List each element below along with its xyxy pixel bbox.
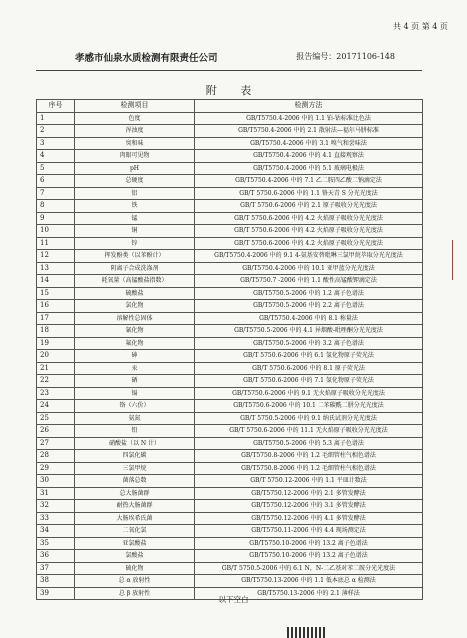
test-item: 挥发酚类（以苯酚计） <box>75 250 195 263</box>
row-number: 9 <box>37 212 75 225</box>
row-number: 2 <box>37 125 75 138</box>
row-number: 11 <box>37 237 75 250</box>
table-row <box>37 575 423 588</box>
report-header <box>75 50 395 64</box>
test-method: GB/T5750.4-2006 中的 3.1 嗅气和尝味法 <box>195 137 423 150</box>
row-number: 26 <box>37 425 75 438</box>
row-number: 28 <box>37 450 75 463</box>
test-method: GB/T 5750.6-2006 中的 1.1 铬天青 S 分光光度法 <box>195 187 423 200</box>
header-item: 检测项目 <box>75 100 195 113</box>
row-number: 10 <box>37 225 75 238</box>
test-item: 铝 <box>75 187 195 200</box>
test-method: GB/T5750.4-2006 中的 8.1 称量法 <box>195 312 423 325</box>
test-method: GB/T5750.4-2006 中的 7.1 乙二胺四乙酸二钠滴定法 <box>195 175 423 188</box>
test-method: GB/T5750.7 -2006 中的 1.1 酸性高锰酸钾滴定法 <box>195 275 423 288</box>
test-method: GB/T5750.6-2006 中的 9.1 无火焰原子吸收分光光度法 <box>195 387 423 400</box>
table-row <box>37 562 423 575</box>
table-row <box>37 262 423 275</box>
table-row <box>37 450 423 463</box>
table-row <box>37 250 423 263</box>
row-number: 20 <box>37 350 75 363</box>
table-row <box>37 275 423 288</box>
test-method: GB/T5750.5-2006 中的 5.3 离子色谱法 <box>195 437 423 450</box>
test-item: 砷 <box>75 350 195 363</box>
test-method: GB/T5750.12-2006 中的 3.1 多管发酵法 <box>195 500 423 513</box>
test-item: 铁 <box>75 200 195 213</box>
test-item: 总硬度 <box>75 175 195 188</box>
test-item: pH <box>75 162 195 175</box>
table-row <box>37 387 423 400</box>
table-row <box>37 200 423 213</box>
table-row <box>37 175 423 188</box>
test-method: GB/T5750.4-2006 中的 5.1 玻璃电极法 <box>195 162 423 175</box>
table-row <box>37 162 423 175</box>
test-method: GB/T5750.11-2006 中的 4.4 现场测定法 <box>195 525 423 538</box>
table-row <box>37 125 423 138</box>
table-row <box>37 312 423 325</box>
test-method: GB/T5750.12-2006 中的 2.1 多管发酵法 <box>195 487 423 500</box>
test-method: GB/T 5750.5-2006 中的 6.1 N，N-二乙基对苯二胺分光光度法 <box>195 562 423 575</box>
test-item: 溶解性总固体 <box>75 312 195 325</box>
test-item: 汞 <box>75 362 195 375</box>
test-item: 三氯甲烷 <box>75 462 195 475</box>
row-number: 23 <box>37 387 75 400</box>
table-row <box>37 287 423 300</box>
blank-below-note: 以下空白 <box>218 595 249 604</box>
test-method: GB/T 5750.6-2006 中的 11.1 无火焰原子吸收分光光度法 <box>195 425 423 438</box>
table-row <box>37 187 423 200</box>
row-number: 1 <box>37 112 75 125</box>
test-method: GB/T5750.12-2006 中的 4.1 多管发酵法 <box>195 512 423 525</box>
test-method: GB/T 5750.5-2006 中的 9.1 纳氏试剂分光光度法 <box>195 412 423 425</box>
test-item: 锰 <box>75 212 195 225</box>
row-number: 39 <box>37 587 75 600</box>
table-row <box>37 337 423 350</box>
table-row <box>37 437 423 450</box>
test-method: GB/T5750.10-2006 中的 13.2 离子色谱法 <box>195 550 423 563</box>
row-number: 15 <box>37 287 75 300</box>
table-row <box>37 537 423 550</box>
test-method: GB/T 5750.6-2006 中的 4.2 火焰原子吸收分光光度法 <box>195 225 423 238</box>
test-method: GB/T5750.4-2006 中的 2.1 散射法—福尔马肼标准 <box>195 125 423 138</box>
table-row <box>37 300 423 313</box>
table-row <box>37 225 423 238</box>
report-number: 报告编号：20171106-148 <box>296 52 395 61</box>
test-item: 肉眼可见物 <box>75 150 195 163</box>
row-number: 16 <box>37 300 75 313</box>
header-divider <box>36 70 422 71</box>
test-method: GB/T5750.4-2006 中的 10.1 亚甲蓝分光光度法 <box>195 262 423 275</box>
row-number: 29 <box>37 462 75 475</box>
table-row <box>37 487 423 500</box>
header-method: 检测方法 <box>195 100 423 113</box>
table-header-row <box>37 100 423 113</box>
test-item: 亚氯酸盐 <box>75 537 195 550</box>
test-item: 硫化物 <box>75 562 195 575</box>
methods-table <box>36 99 423 600</box>
row-number: 30 <box>37 475 75 488</box>
row-number: 24 <box>37 400 75 413</box>
test-item: 氯酸盐 <box>75 550 195 563</box>
test-item: 总大肠菌群 <box>75 487 195 500</box>
test-item: 锌 <box>75 237 195 250</box>
row-number: 18 <box>37 325 75 338</box>
row-number: 34 <box>37 525 75 538</box>
row-number: 22 <box>37 375 75 388</box>
company-name: 孝感市仙泉水质检测有限责任公司 <box>75 53 218 64</box>
table-row <box>37 325 423 338</box>
test-item: 硝酸盐（以 N 计） <box>75 437 195 450</box>
row-number: 38 <box>37 575 75 588</box>
test-item: 氰化物 <box>75 325 195 338</box>
test-item: 耗氧量（高锰酸盐指数） <box>75 275 195 288</box>
test-item: 耐热大肠菌群 <box>75 500 195 513</box>
test-method: GB/T 5750.12-2006 中的 1.1 平皿计数法 <box>195 475 423 488</box>
row-number: 35 <box>37 537 75 550</box>
row-number: 27 <box>37 437 75 450</box>
page-number: 共 4 页 第 4 页 <box>393 22 448 31</box>
row-number: 7 <box>37 187 75 200</box>
row-number: 5 <box>37 162 75 175</box>
table-row <box>37 475 423 488</box>
test-method: GB/T5750.4-2006 中的 9.1 4-氨基安替吡啉三氯甲烷萃取分光光度法 <box>195 250 423 263</box>
row-number: 13 <box>37 262 75 275</box>
test-method: GB/T5750.5-2006 中的 2.2 离子色谱法 <box>195 300 423 313</box>
test-method: GB/T5750.5-2006 中的 3.2 离子色谱法 <box>195 337 423 350</box>
test-item: 镉 <box>75 387 195 400</box>
row-number: 25 <box>37 412 75 425</box>
test-method: GB/T 5750.6-2006 中的 7.1 氢化物原子荧光法 <box>195 375 423 388</box>
test-method: GB/T5750.4-2006 中的 1.1 铂-钴标准比色法 <box>195 112 423 125</box>
test-item: 二氧化氯 <box>75 525 195 538</box>
row-number: 3 <box>37 137 75 150</box>
test-method: GB/T 5750.6-2006 中的 2.1 原子吸收分光光度法 <box>195 200 423 213</box>
row-number: 14 <box>37 275 75 288</box>
table-row <box>37 500 423 513</box>
row-number: 4 <box>37 150 75 163</box>
test-item: 氯化物 <box>75 300 195 313</box>
page-title: 附 表 <box>205 84 262 97</box>
test-item: 浑浊度 <box>75 125 195 138</box>
table-row <box>37 412 423 425</box>
test-item: 氨氮 <box>75 412 195 425</box>
header-no: 序号 <box>37 100 75 113</box>
seal-stamp-icon <box>452 240 467 280</box>
test-item: 铅 <box>75 425 195 438</box>
test-method: GB/T 5750.6-2006 中的 6.1 氢化物原子荧光法 <box>195 350 423 363</box>
row-number: 17 <box>37 312 75 325</box>
test-method: GB/T5750.6-2006 中的 10.1 二苯碳酰二肼分光光度法 <box>195 400 423 413</box>
test-method: GB/T5750.13-2006 中的 1.1 低本底总 α 检测法 <box>195 575 423 588</box>
table-row <box>37 150 423 163</box>
table-row <box>37 362 423 375</box>
row-number: 19 <box>37 337 75 350</box>
row-number: 12 <box>37 250 75 263</box>
table-row <box>37 550 423 563</box>
test-item: 臭和味 <box>75 137 195 150</box>
test-method: GB/T5750.5-2006 中的 4.1 异烟酸-吡唑酮分光光度法 <box>195 325 423 338</box>
test-method: GB/T5750.10-2006 中的 13.2 离子色谱法 <box>195 537 423 550</box>
test-item: 铜 <box>75 225 195 238</box>
test-item: 总 α 放射性 <box>75 575 195 588</box>
test-item: 氟化物 <box>75 337 195 350</box>
row-number: 37 <box>37 562 75 575</box>
test-item: 阴离子合成洗涤剂 <box>75 262 195 275</box>
qr-code-icon <box>287 627 327 638</box>
row-number: 8 <box>37 200 75 213</box>
test-method: GB/T5750.13-2006 中的 2.1 薄样法 <box>195 587 423 600</box>
table-row <box>37 137 423 150</box>
test-method: GB/T5750.5-2006 中的 1.2 离子色谱法 <box>195 287 423 300</box>
row-number: 36 <box>37 550 75 563</box>
test-item: 色度 <box>75 112 195 125</box>
table-row <box>37 375 423 388</box>
test-method: GB/T5750.8-2006 中的 1.2 毛细管柱气相色谱法 <box>195 462 423 475</box>
test-item: 铬（六价） <box>75 400 195 413</box>
test-method: GB/T 5750.6-2006 中的 4.2 火焰原子吸收分光光度法 <box>195 237 423 250</box>
table-row <box>37 212 423 225</box>
test-method: GB/T 5750.6-2006 中的 8.1 原子荧光法 <box>195 362 423 375</box>
test-item: 大肠埃希氏菌 <box>75 512 195 525</box>
test-method: GB/T5750.4-2006 中的 4.1 直接观察法 <box>195 150 423 163</box>
test-method: GB/T 5750.6-2006 中的 4.2 火焰原子吸收分光光度法 <box>195 212 423 225</box>
table-row <box>37 512 423 525</box>
row-number: 33 <box>37 512 75 525</box>
table-row <box>37 525 423 538</box>
row-number: 21 <box>37 362 75 375</box>
table-row <box>37 237 423 250</box>
test-item: 硒 <box>75 375 195 388</box>
table-row <box>37 112 423 125</box>
table-row <box>37 350 423 363</box>
table-row <box>37 400 423 413</box>
test-item: 硫酸盐 <box>75 287 195 300</box>
test-method: GB/T5750.8-2006 中的 1.2 毛细管柱气相色谱法 <box>195 450 423 463</box>
test-item: 总 β 放射性 <box>75 587 195 600</box>
test-item: 菌落总数 <box>75 475 195 488</box>
row-number: 31 <box>37 487 75 500</box>
test-item: 四氯化碳 <box>75 450 195 463</box>
row-number: 32 <box>37 500 75 513</box>
table-row <box>37 425 423 438</box>
row-number: 6 <box>37 175 75 188</box>
table-row <box>37 462 423 475</box>
